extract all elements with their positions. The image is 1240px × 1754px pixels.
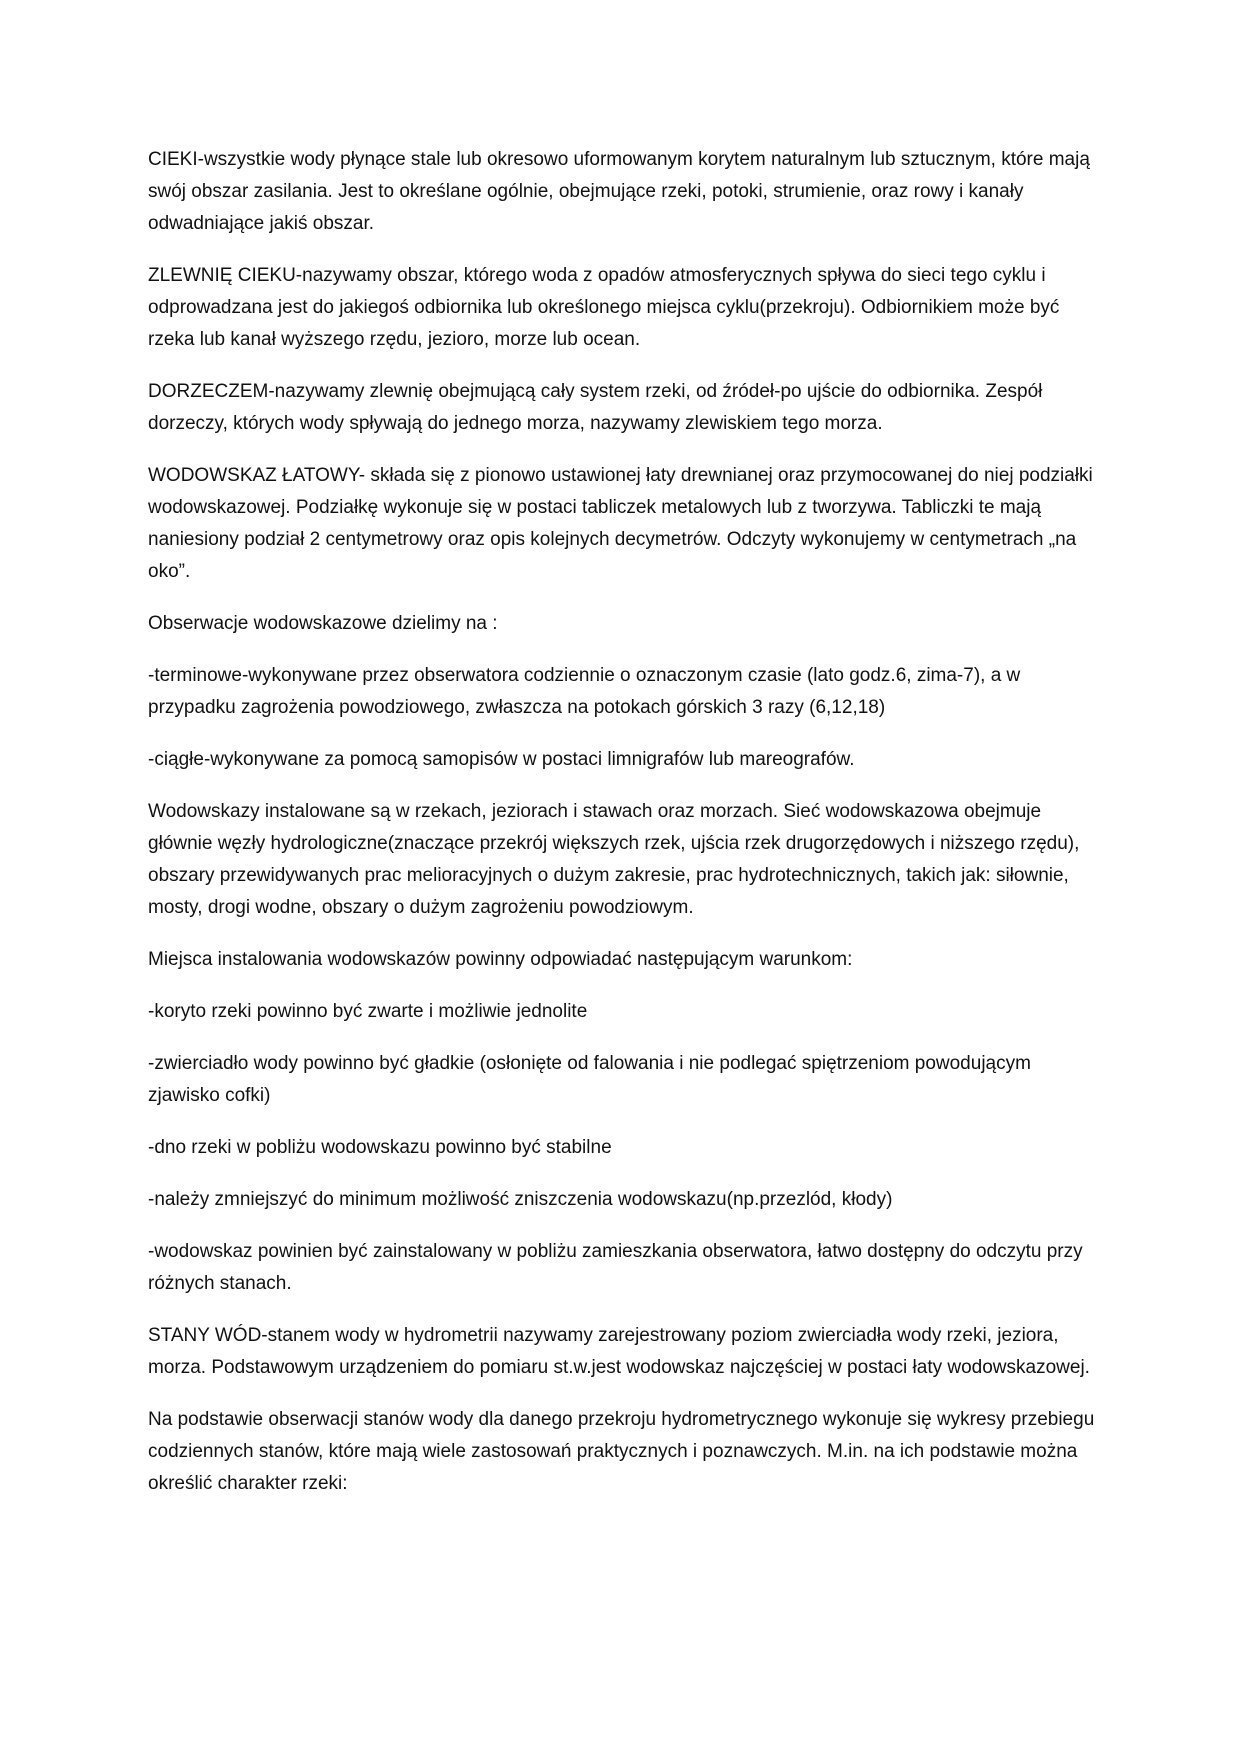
paragraph-obserwacje-intro: Obserwacje wodowskazowe dzielimy na : — [148, 613, 498, 634]
paragraph-dorzecze: DORZECZEM-nazywamy zlewnię obejmującą cały system rzeki, od źródeł-po ujście do odbiornika. Zespół dorzeczy, których wody spływają do jednego morza, nazywamy zlewiskiem tego morza. — [148, 381, 1043, 434]
paragraph-warunek-zniszczenie: -należy zmniejszyć do minimum możliwość zniszczenia wodowskazu(np.przezlód, kłody) — [148, 1189, 893, 1210]
paragraph-warunek-dno: -dno rzeki w pobliżu wodowskazu powinno być stabilne — [148, 1137, 612, 1158]
paragraph-warunki-intro: Miejsca instalowania wodowskazów powinny odpowiadać następującym warunkom: — [148, 949, 853, 970]
paragraph-terminowe: -terminowe-wykonywane przez obserwatora codziennie o oznaczonym czasie (lato godz.6, zima-7), a w przypadku zagrożenia powodziowego, zwłaszcza na potokach górskich 3 razy (6,12,18) — [148, 665, 1021, 718]
paragraph-warunek-obserwator: -wodowskaz powinien być zainstalowany w pobliżu zamieszkania obserwatora, łatwo dostępny do odczytu przy różnych stanach. — [148, 1241, 1083, 1294]
paragraph-warunek-zwierciadlo: -zwierciadło wody powinno być gładkie (osłonięte od falowania i nie podlegać spiętrzeniom powodującym zjawisko cofki) — [148, 1053, 1031, 1106]
paragraph-ciagle: -ciągłe-wykonywane za pomocą samopisów w postaci limnigrafów lub mareografów. — [148, 749, 855, 770]
paragraph-wodowskazy-instalowane: Wodowskazy instalowane są w rzekach, jeziorach i stawach oraz morzach. Sieć wodowskazowa obejmuje głównie węzły hydrologiczne(znaczące przekrój większych rzek, ujścia rzek drugorzędowych i niższego rzędu), obszary przewidywanych prac melioracyjnych o dużym zakresie, prac hydrotechnicznych, takich jak: siłownie, mosty, drogi wodne, obszary o dużym zagrożeniu powodziowym. — [148, 801, 1080, 918]
paragraph-warunek-koryto: -koryto rzeki powinno być zwarte i możliwie jednolite — [148, 1001, 588, 1022]
paragraph-wykresy: Na podstawie obserwacji stanów wody dla danego przekroju hydrometrycznego wykonuje się wykresy przebiegu codziennych stanów, które mają wiele zastosowań praktycznych i poznawczych. M.in. na ich podstawie można określić charakter rzeki: — [148, 1409, 1095, 1494]
document-body — [148, 144, 1098, 1520]
paragraph-wodowskaz-latowy: WODOWSKAZ ŁATOWY- składa się z pionowo ustawionej łaty drewnianej oraz przymocowanej do niej podziałki wodowskazowej. Podziałkę wykonuje się w postaci tabliczek metalowych lub z tworzywa. Tabliczki te mają naniesiony podział 2 centymetrowy oraz opis kolejnych decymetrów. Odczyty wykonujemy w centymetrach „na oko”. — [148, 465, 1093, 582]
paragraph-stany-wod: STANY WÓD-stanem wody w hydrometrii nazywamy zarejestrowany poziom zwierciadła wody rzeki, jeziora, morza. Podstawowym urządzeniem do pomiaru st.w.jest wodowskaz najczęściej w postaci łaty wodowskazowej. — [148, 1325, 1090, 1378]
paragraph-cieki: CIEKI-wszystkie wody płynące stale lub okresowo uformowanym korytem naturalnym lub sztucznym, które mają swój obszar zasilania. Jest to określane ogólnie, obejmujące rzeki, potoki, strumienie, oraz rowy i kanały odwadniające jakiś obszar. — [148, 149, 1090, 234]
paragraph-zlewnia: ZLEWNIĘ CIEKU-nazywamy obszar, którego woda z opadów atmosferycznych spływa do sieci tego cyklu i odprowadzana jest do jakiegoś odbiornika lub określonego miejsca cyklu(przekroju). Odbiornikiem może być rzeka lub kanał wyższego rzędu, jezioro, morze lub ocean. — [148, 265, 1060, 350]
